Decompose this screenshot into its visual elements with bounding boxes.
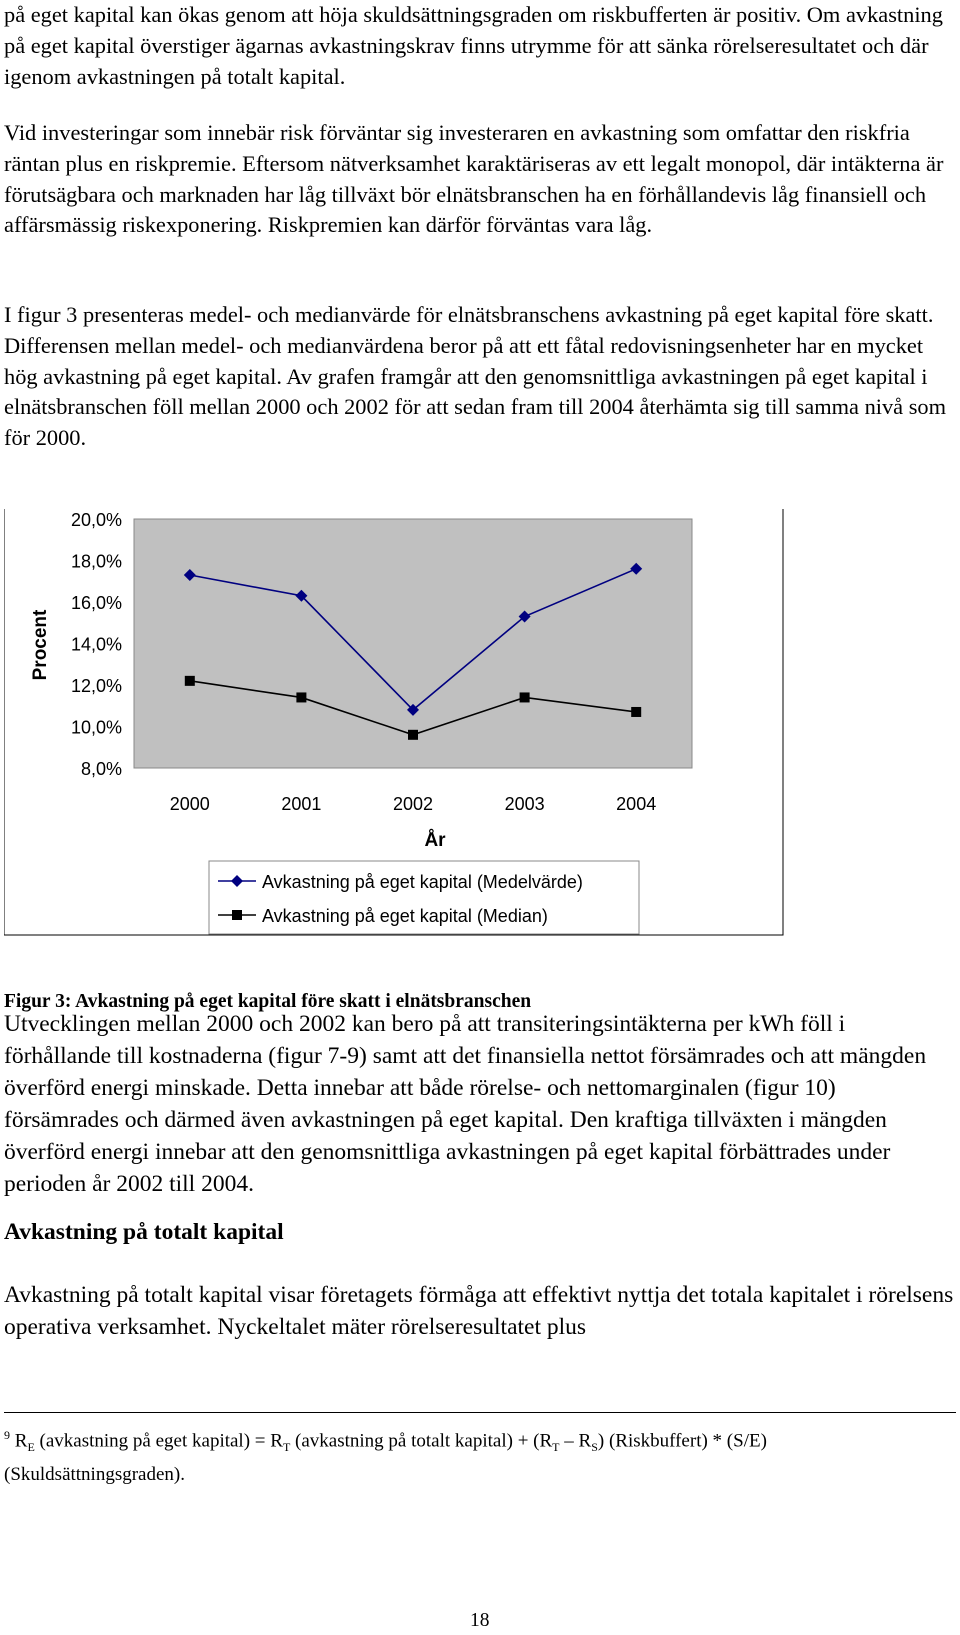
x-tick-label: 2002 — [392, 794, 434, 814]
footnote-part3: ) (Riskbuffert) * (S/E) (Skuldsättningsgraden). — [4, 1430, 767, 1486]
legend — [209, 861, 639, 934]
footnote-dash: – R — [559, 1430, 592, 1452]
paragraph-risk-premium: Vid investeringar som innebär risk förväntar sig investeraren en avkastning som omfattar den riskfria räntan plus en riskpremie. Eftersom nätverksamhet karaktäriseras av ett legalt monopol, där intäkterna är förutsägbara och marknaden har låg tillväxt bör elnätsbranschen ha en förhållandevis låg finansiell och affärsmässig riskexponering. Riskpremien kan därför förväntas vara låg. — [4, 120, 944, 238]
paragraph-total-capital: Avkastning på totalt kapital visar företagets förmåga att effektivt nyttja det totala kapitalet i rörelsens operativa verksamhet. Nyckeltalet mäter rörelseresultatet plus — [4, 1282, 954, 1340]
footnote-divider — [4, 1412, 956, 1413]
paragraph-development: Utvecklingen mellan 2000 och 2002 kan bero på att transiteringsintäkterna per kWh föll i förhållande till kostnaderna (figur 7-9) samt att det finansiella nettot försämrades och att mängden överförd energi minskade. Detta innebar att både rörelse- och nettomarginalen (figur 10) försämrades och därmed även avkastningen på eget kapital. Den kraftiga tillväxten i mängden överförd energi innebar att den genomsnittliga avkastningen på eget kapital förbättrades under perioden år 2002 till 2004. — [4, 1011, 927, 1197]
footnote-sub-e: E — [27, 1440, 35, 1455]
legend-label: Avkastning på eget kapital (Medelvärde) — [262, 872, 583, 892]
footnote-number: 9 — [4, 1428, 10, 1442]
figure-caption: Figur 3: Avkastning på eget kapital före skatt i elnätsbranschen — [4, 991, 532, 1012]
footnote-sub-s: S — [591, 1440, 598, 1455]
data-point-median — [185, 676, 195, 686]
x-axis-label: År — [424, 830, 446, 851]
y-tick-label: 20,0% — [70, 510, 122, 530]
x-tick-label: 2001 — [281, 794, 322, 814]
y-tick-label: 14,0% — [70, 634, 122, 655]
data-point-median — [520, 692, 530, 702]
footnote-r: R — [14, 1430, 28, 1452]
y-tick-label: 12,0% — [70, 676, 122, 696]
data-point-median — [296, 692, 306, 702]
y-tick-label: 18,0% — [70, 551, 122, 572]
footnote-part2: (avkastning på totalt kapital) + (R — [290, 1430, 553, 1452]
legend-label: Avkastning på eget kapital (Median) — [262, 906, 548, 926]
paragraph-figure-description: I figur 3 presenteras medel- och medianvärde för elnätsbranschens avkastning på eget kapital före skatt. Differensen mellan medel- och medianvärdena beror på att ett fåtal redovisningsenheter har en mycket hög avkastning på eget kapital. Av grafen framgår att den genomsnittliga avkastningen på eget kapital i elnätsbranschen föll mellan 2000 och 2002 för att sedan fram till 2004 återhämta sig till samma nivå som för 2000. — [4, 302, 947, 451]
data-point-median — [631, 707, 641, 717]
footnote-sub-t2: T — [552, 1440, 560, 1455]
x-tick-label: 2004 — [616, 794, 657, 814]
line-chart — [4, 509, 784, 939]
data-point-median — [408, 730, 418, 740]
y-tick-label: 16,0% — [70, 593, 122, 613]
y-tick-label: 8,0% — [80, 759, 122, 779]
footnote — [4, 1422, 944, 1488]
legend-marker-square — [232, 910, 242, 920]
y-axis-label: Procent — [30, 609, 51, 681]
page-number: 18 — [470, 1610, 490, 1631]
section-heading: Avkastning på totalt kapital — [4, 1219, 284, 1245]
x-tick-label: 2000 — [169, 794, 210, 814]
footnote-part1: (avkastning på eget kapital) = R — [34, 1430, 283, 1452]
footnote-sub-t: T — [282, 1440, 291, 1455]
x-tick-label: 2003 — [504, 794, 545, 814]
y-tick-label: 10,0% — [70, 717, 122, 738]
paragraph-intro: på eget kapital kan ökas genom att höja skuldsättningsgraden om riskbufferten är positiv. Om avkastning på eget kapital överstiger ägarnas avkastningskrav finns utrymme för att sänka rörelseresultatet och där igenom avkastningen på totalt kapital. — [4, 2, 943, 89]
